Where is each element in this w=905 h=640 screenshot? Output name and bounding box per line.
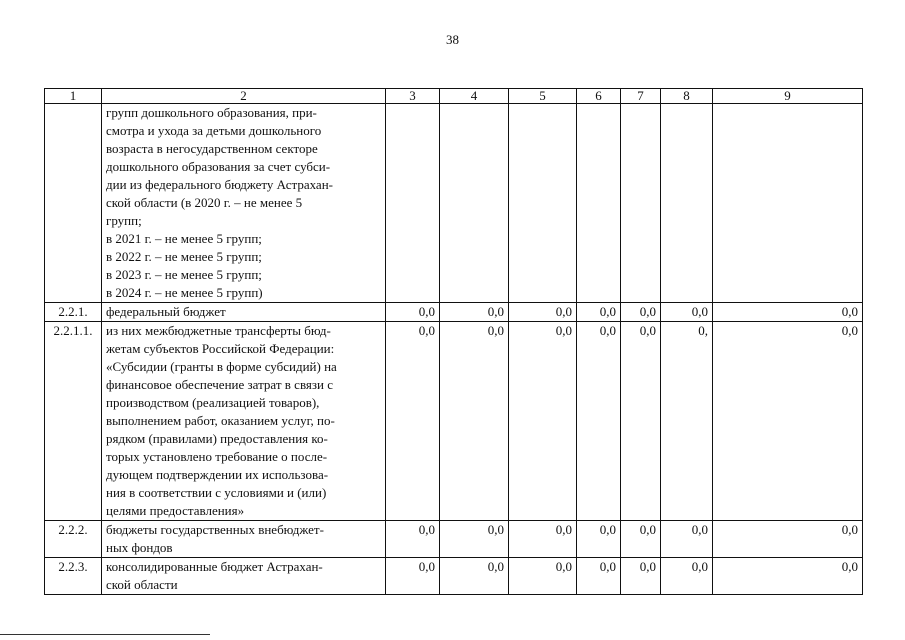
value-cell: 0,0	[386, 303, 440, 322]
value-cell: 0,0	[577, 558, 621, 595]
value-cell	[386, 104, 440, 303]
description-line: смотра и ухода за детьми дошкольного	[106, 123, 322, 138]
description-line: в 2021 г. – не менее 5 групп;	[106, 231, 262, 246]
value-cell	[577, 104, 621, 303]
row-description	[102, 521, 386, 558]
value-cell: 0,0	[577, 521, 621, 558]
row-code: 2.2.3.	[45, 558, 102, 595]
value-cell: 0,0	[440, 521, 509, 558]
column-header: 5	[509, 89, 577, 104]
table-row	[45, 521, 863, 558]
column-header: 1	[45, 89, 102, 104]
row-description	[102, 558, 386, 595]
description-line: рядком (правилами) предоставления ко-	[106, 431, 328, 446]
page-number: 38	[446, 32, 459, 47]
description-line: групп;	[106, 213, 142, 228]
value-cell: 0,0	[621, 558, 661, 595]
description-line: бюджеты государственных внебюджет-	[106, 522, 324, 537]
row-description	[102, 303, 386, 322]
value-cell: 0,0	[621, 322, 661, 521]
column-header: 6	[577, 89, 621, 104]
value-cell	[713, 104, 863, 303]
description-line: «Субсидии (гранты в форме субсидий) на	[106, 359, 337, 374]
value-cell	[661, 104, 713, 303]
row-code: 2.2.1.	[45, 303, 102, 322]
header-row	[45, 89, 863, 104]
description-line: в 2022 г. – не менее 5 групп;	[106, 249, 262, 264]
column-header: 2	[102, 89, 386, 104]
column-header: 8	[661, 89, 713, 104]
value-cell: 0,0	[661, 558, 713, 595]
value-cell	[621, 104, 661, 303]
description-line: ской области (в 2020 г. – не менее 5	[106, 195, 303, 210]
value-cell: 0,0	[577, 322, 621, 521]
description-line: производством (реализацией товаров),	[106, 395, 320, 410]
value-cell	[440, 104, 509, 303]
row-code: 2.2.2.	[45, 521, 102, 558]
value-cell: 0,0	[440, 558, 509, 595]
value-cell: 0,0	[661, 303, 713, 322]
column-header: 7	[621, 89, 661, 104]
row-description	[102, 104, 386, 303]
description-line: групп дошкольного образования, при-	[106, 105, 317, 120]
table-row	[45, 104, 863, 303]
budget-table	[44, 88, 863, 595]
value-cell: 0,0	[577, 303, 621, 322]
table-row	[45, 303, 863, 322]
description-line: дии из федерального бюджету Астрахан-	[106, 177, 333, 192]
description-line: из них межбюджетные трансферты бюд-	[106, 323, 331, 338]
description-line: финансовое обеспечение затрат в связи с	[106, 377, 334, 392]
row-code	[45, 104, 102, 303]
description-line: ния в соответствии с условиями и (или)	[106, 485, 327, 500]
column-header: 9	[713, 89, 863, 104]
description-line: целями предоставления»	[106, 503, 245, 518]
row-description	[102, 322, 386, 521]
description-line: торых установлено требование о после-	[106, 449, 328, 464]
description-line: ской области	[106, 577, 178, 592]
value-cell: 0,0	[509, 521, 577, 558]
value-cell: 0,0	[440, 322, 509, 521]
value-cell: 0,	[661, 322, 713, 521]
column-header: 3	[386, 89, 440, 104]
description-line: дошкольного образования за счет субси-	[106, 159, 331, 174]
value-cell: 0,0	[621, 521, 661, 558]
description-line: жетам субъектов Российской Федерации:	[106, 341, 335, 356]
value-cell: 0,0	[386, 558, 440, 595]
value-cell: 0,0	[713, 521, 863, 558]
description-line: консолидированные бюджет Астрахан-	[106, 559, 323, 574]
description-line: в 2023 г. – не менее 5 групп;	[106, 267, 262, 282]
value-cell: 0,0	[386, 521, 440, 558]
value-cell: 0,0	[440, 303, 509, 322]
description-line: в 2024 г. – не менее 5 групп)	[106, 285, 263, 300]
value-cell: 0,0	[509, 558, 577, 595]
column-header: 4	[440, 89, 509, 104]
value-cell: 0,0	[509, 322, 577, 521]
description-line: федеральный бюджет	[106, 304, 226, 319]
value-cell	[509, 104, 577, 303]
table-row	[45, 322, 863, 521]
description-line: возраста в негосударственном секторе	[106, 141, 318, 156]
footnote-rule	[0, 634, 210, 635]
table-row	[45, 558, 863, 595]
description-line: дующем подтверждении их использова-	[106, 467, 329, 482]
row-code: 2.2.1.1.	[45, 322, 102, 521]
value-cell: 0,0	[713, 322, 863, 521]
value-cell: 0,0	[661, 521, 713, 558]
value-cell: 0,0	[509, 303, 577, 322]
description-line: ных фондов	[106, 540, 173, 555]
description-line: выполнением работ, оказанием услуг, по-	[106, 413, 335, 428]
value-cell: 0,0	[713, 303, 863, 322]
value-cell: 0,0	[386, 322, 440, 521]
value-cell: 0,0	[713, 558, 863, 595]
value-cell: 0,0	[621, 303, 661, 322]
